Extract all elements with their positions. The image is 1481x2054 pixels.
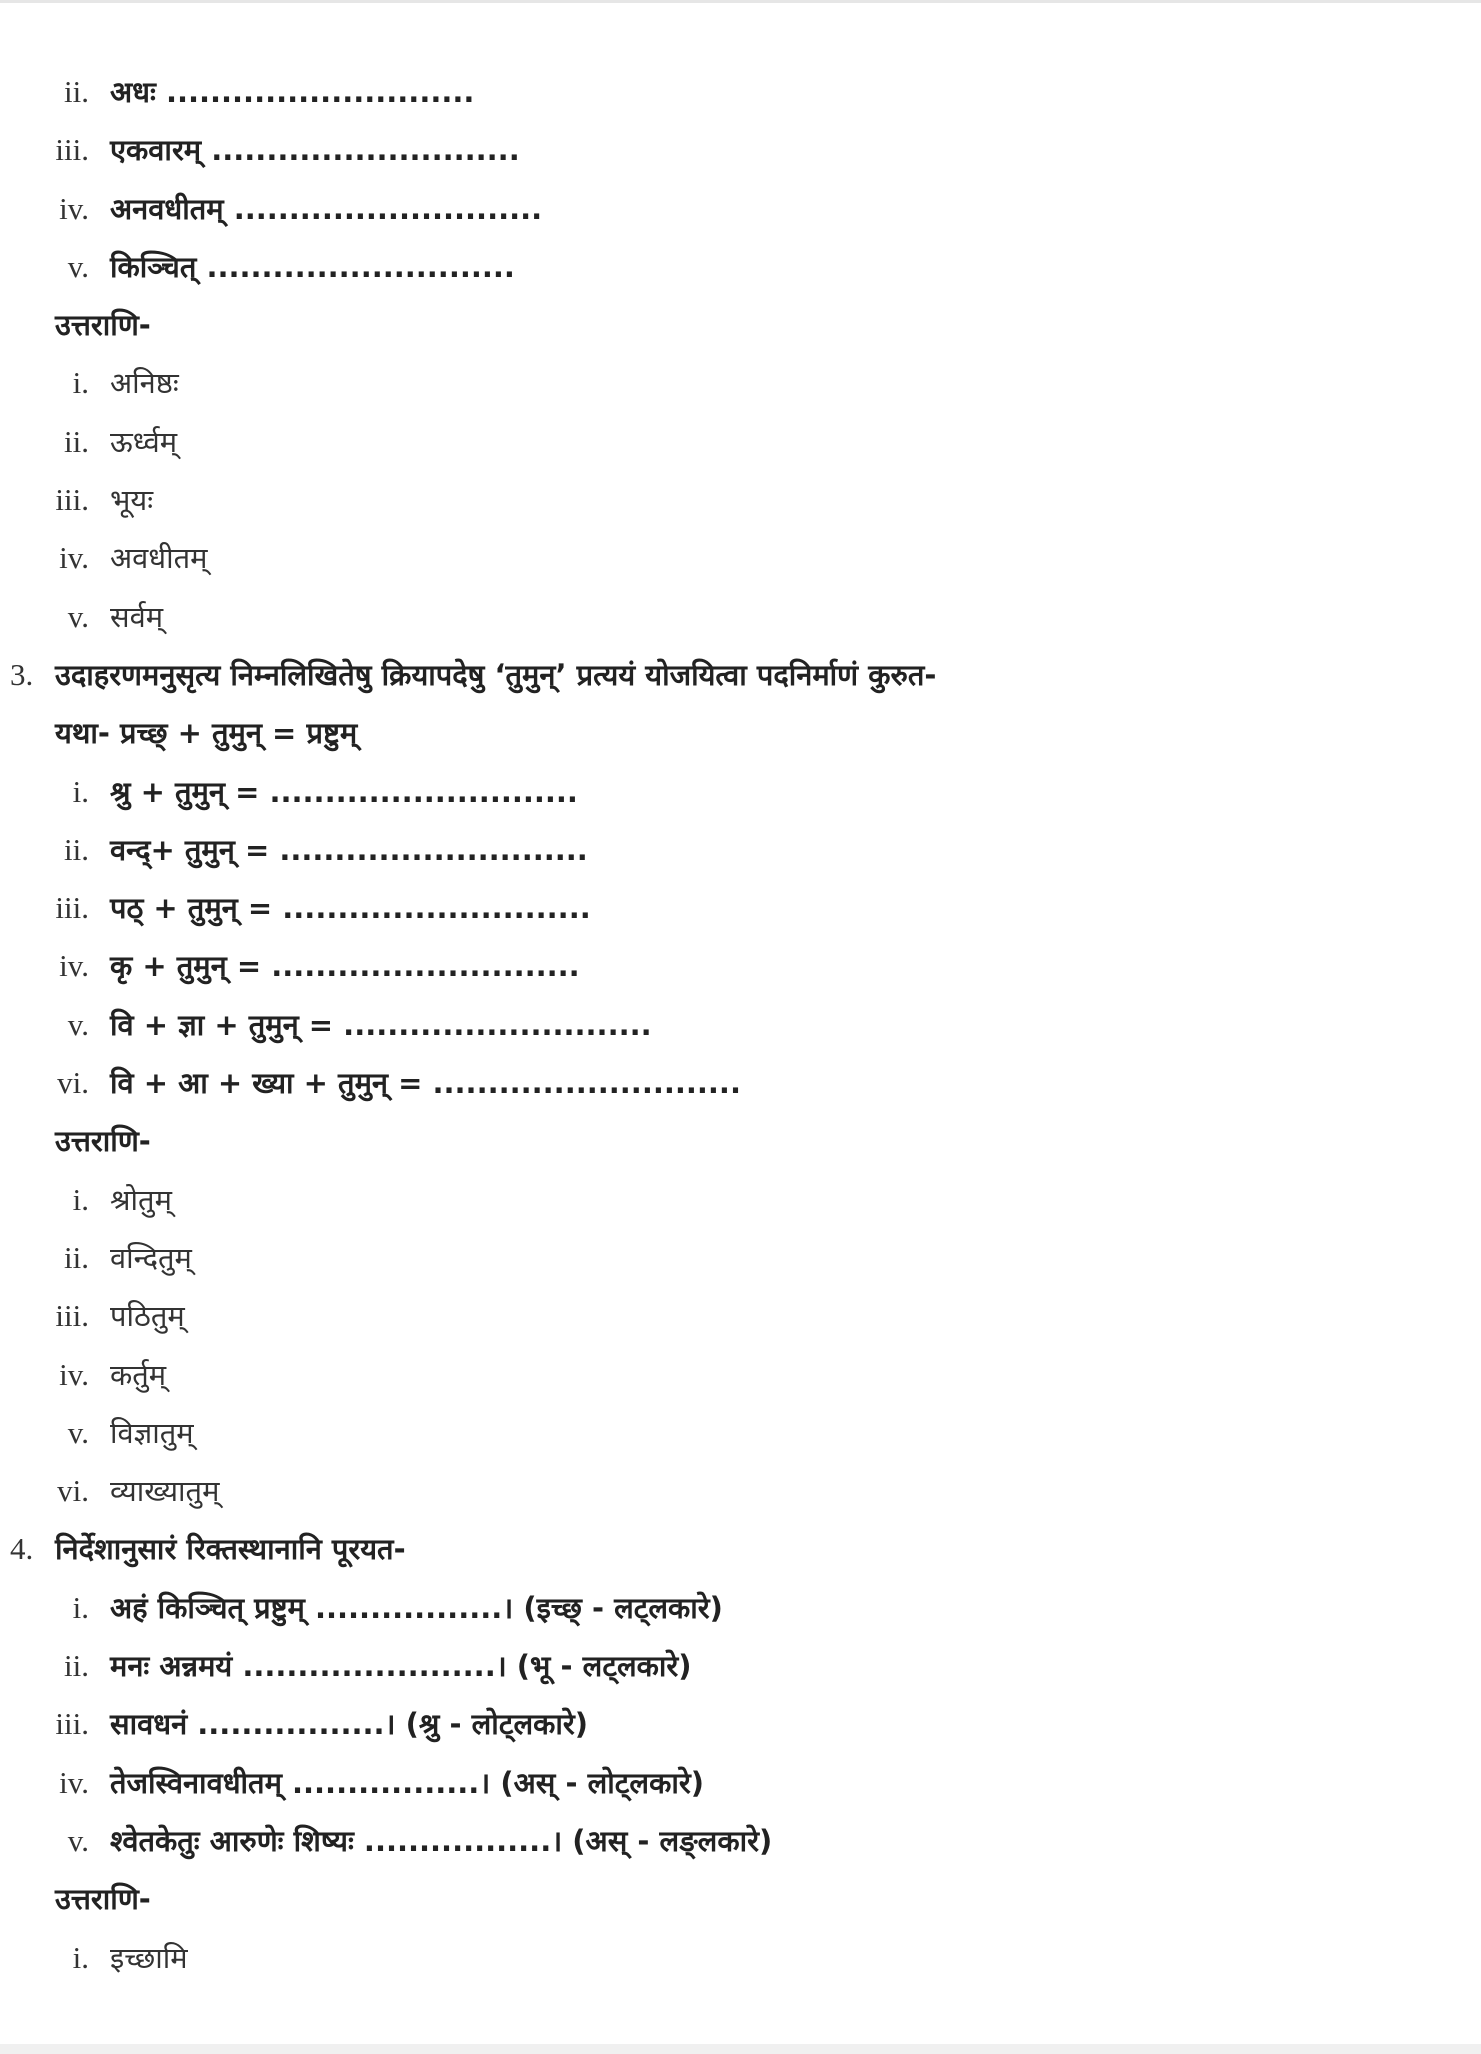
exercise-item [0, 238, 1481, 296]
item-text: भूयः [110, 483, 154, 518]
item-number: ii. [64, 1648, 89, 1684]
item-text: वन्दितुम् [110, 1240, 192, 1275]
answer-item [0, 1229, 1481, 1287]
item-text: उत्तराणि- [55, 308, 151, 343]
item-text: निर्देशानुसारं रिक्तस्थानानि पूरयत- [55, 1532, 406, 1567]
item-text: अवधीतम् [110, 541, 208, 576]
item-text: पठितुम् [110, 1299, 185, 1334]
answer-item [0, 1404, 1481, 1462]
item-text: ऊर्ध्वम् [110, 424, 178, 459]
item-number: iv. [59, 948, 89, 984]
item-text: व्याख्यातुम् [110, 1474, 220, 1509]
item-text: श्रु + तुमुन् = ............................ [110, 774, 578, 809]
item-text: श्रोतुम् [110, 1182, 172, 1217]
item-number: 4. [10, 1531, 34, 1567]
answer-item [0, 1346, 1481, 1404]
item-number: v. [67, 1006, 89, 1042]
item-number: i. [72, 1181, 89, 1217]
item-text: उत्तराणि- [55, 1882, 151, 1917]
answer-item [0, 529, 1481, 587]
exercise-item [0, 63, 1481, 121]
item-number: vi. [57, 1065, 89, 1101]
exercise-item [0, 821, 1481, 879]
exercise-item [0, 121, 1481, 179]
item-text: कर्तुम् [110, 1357, 167, 1392]
item-text: सर्वम् [110, 599, 164, 634]
item-number: iv. [59, 190, 89, 226]
item-text: पठ् + तुमुन् = ............................ [110, 891, 591, 926]
exercise-item [0, 1637, 1481, 1695]
item-number: iii. [55, 1706, 89, 1742]
exercise-item [0, 180, 1481, 238]
item-text: वन्द्+ तुमुन् = ............................ [110, 832, 588, 867]
item-number: ii. [64, 831, 89, 867]
item-text: वि + आ + ख्या + तुमुन् = ............................ [110, 1066, 741, 1101]
item-number: vi. [57, 1473, 89, 1509]
page-bottom-border [0, 2044, 1481, 2054]
item-number: i. [72, 1589, 89, 1625]
item-number: ii. [64, 74, 89, 109]
answer-item [0, 413, 1481, 471]
item-number: iii. [55, 482, 89, 518]
item-text: एकवारम् ............................ [110, 133, 520, 168]
answer-item [0, 1929, 1481, 1987]
item-number: v. [67, 1414, 89, 1450]
item-number: iv. [59, 1356, 89, 1392]
answers-heading [0, 1112, 1481, 1170]
item-text: वि + ज्ञा + तुमुन् = ............................ [110, 1007, 652, 1042]
item-number: i. [72, 1939, 89, 1975]
exercise-item [0, 1695, 1481, 1753]
exercise-item [0, 763, 1481, 821]
item-number: 3. [10, 656, 34, 692]
question-heading [0, 646, 1481, 704]
item-number: v. [67, 248, 89, 284]
answer-item [0, 1462, 1481, 1520]
answers-heading [0, 1870, 1481, 1928]
item-number: ii. [64, 1239, 89, 1275]
item-text: श्वेतकेतुः आरुणेः शिष्यः .................। (अस् - लङ्लकारे) [110, 1823, 773, 1858]
question-heading [0, 1520, 1481, 1578]
item-text: किञ्चित् ............................ [110, 249, 515, 284]
item-number: iii. [55, 1298, 89, 1334]
exercise-item [0, 1754, 1481, 1812]
item-text: मनः अन्नमयं .......................। (भू - लट्लकारे) [110, 1649, 692, 1684]
item-number: iv. [59, 540, 89, 576]
exercise-item [0, 996, 1481, 1054]
item-number: v. [67, 598, 89, 634]
item-text: कृ + तुमुन् = ............................ [110, 949, 580, 984]
item-text: उदाहरणमनुसृत्य निम्नलिखितेषु क्रियापदेषु ‘तुमुन्’ प्रत्ययं योजयित्वा पदनिर्माणं कुरुत- [55, 657, 937, 692]
item-text: अधः ............................ [110, 75, 475, 109]
item-number: v. [67, 1822, 89, 1858]
item-number: i. [72, 773, 89, 809]
item-text: विज्ञातुम् [110, 1415, 194, 1450]
exercise-item [0, 879, 1481, 937]
item-number: iii. [55, 132, 89, 168]
exercise-item [0, 1812, 1481, 1870]
item-text: इच्छामि [110, 1940, 188, 1975]
document-body [0, 63, 1481, 1987]
item-number: iii. [55, 890, 89, 926]
item-text: अहं किञ्चित् प्रष्टुम् .................। (इच्छ् - लट्लकारे) [110, 1590, 723, 1625]
item-text: उत्तराणि- [55, 1124, 151, 1159]
answer-item [0, 471, 1481, 529]
item-text: अनिष्ठः [110, 366, 179, 401]
item-number: i. [72, 365, 89, 401]
exercise-item [0, 937, 1481, 995]
exercise-item [0, 1054, 1481, 1112]
answer-item [0, 1171, 1481, 1229]
item-number: iv. [59, 1764, 89, 1800]
item-text: सावधनं .................। (श्रु - लोट्लकारे) [110, 1707, 588, 1742]
answers-heading [0, 296, 1481, 354]
item-text: तेजस्विनावधीतम् .................। (अस् - लोट्लकारे) [110, 1765, 704, 1800]
item-number: ii. [64, 423, 89, 459]
answer-item [0, 588, 1481, 646]
exercise-item [0, 1579, 1481, 1637]
answer-item [0, 1287, 1481, 1345]
answer-item [0, 354, 1481, 412]
page-top-border [0, 0, 1481, 3]
item-text: अनवधीतम् ............................ [110, 191, 543, 226]
item-text: यथा- प्रच्छ् + तुमुन् = प्रष्टुम् [55, 716, 358, 751]
example-line [0, 704, 1481, 762]
